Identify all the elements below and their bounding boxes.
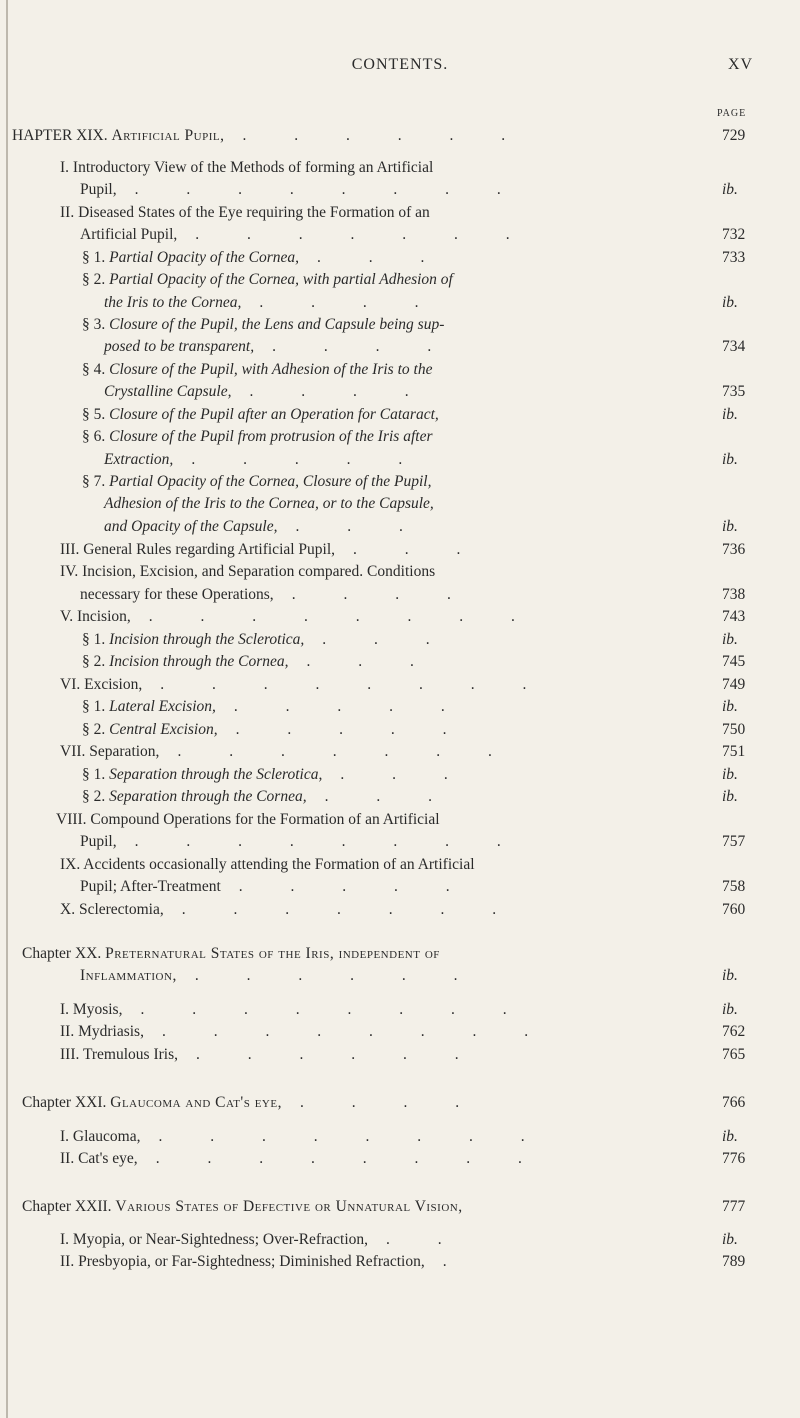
toc-entry	[60, 1045, 481, 1065]
toc-entry-title: Preternatural States of the Iris, independent of	[105, 945, 440, 962]
toc-page-number: 757	[722, 833, 746, 850]
toc-entry-text: Artificial Pupil,	[80, 226, 178, 243]
toc-leader-dots: . . . .	[249, 383, 431, 400]
toc-entry	[60, 562, 435, 582]
toc-entry-text: Pupil; After-Treatment	[80, 878, 221, 895]
toc-entry-title: Incision through the Cornea,	[109, 653, 289, 670]
toc-entry-text: VII. Separation,	[60, 743, 160, 760]
page-title: CONTENTS.	[351, 56, 449, 73]
toc-entry	[82, 315, 444, 335]
toc-entry	[82, 787, 454, 807]
toc-entry	[82, 720, 469, 740]
toc-entry-text: § 6.	[82, 428, 110, 445]
toc-entry-title: Lateral Excision,	[109, 698, 216, 715]
toc-entry-text: I. Myopia, or Near-Sightedness; Over-Refraction,	[60, 1231, 368, 1248]
toc-entry	[22, 1093, 481, 1113]
toc-leader-dots: . . . . . . .	[195, 226, 532, 243]
toc-page-number: ib.	[722, 1001, 738, 1018]
toc-entry	[56, 810, 440, 830]
toc-page-number: 734	[722, 338, 746, 355]
toc-entry-text: II. Presbyopia, or Far-Sightedness; Diminished Refraction,	[60, 1253, 425, 1270]
toc-entry-title: Closure of the Pupil, the Lens and Capsule being sup-	[109, 316, 445, 333]
toc-entry-title: Closure of the Pupil, with Adhesion of the Iris to the	[109, 361, 433, 378]
page-column-label: PAGE	[717, 108, 747, 119]
toc-entry-text: III. Tremulous Iris,	[60, 1046, 178, 1063]
toc-entry-text: § 4.	[82, 361, 110, 378]
toc-entry-text: Extraction,	[104, 451, 174, 468]
toc-entry	[80, 180, 523, 200]
toc-entry-text: § 5.	[82, 406, 110, 423]
toc-entry-text: III. General Rules regarding Artificial Pupil,	[60, 541, 336, 558]
toc-entry-text: Chapter XXI.	[22, 1094, 111, 1111]
toc-entry-title: Separation through the Cornea,	[109, 788, 307, 805]
toc-entry	[60, 1127, 547, 1147]
toc-leader-dots: . . . . . .	[242, 127, 528, 144]
toc-leader-dots: . . . . . . . .	[140, 1001, 529, 1018]
toc-leader-dots: . . .	[306, 653, 436, 670]
toc-entry	[104, 382, 431, 402]
toc-entry	[60, 158, 433, 178]
toc-page-number: ib.	[722, 451, 738, 468]
toc-entry-text: § 2.	[82, 788, 110, 805]
toc-entry	[22, 1197, 463, 1217]
toc-leader-dots: . . .	[322, 631, 452, 648]
page-roman-number: XV	[728, 56, 754, 73]
toc-page-number: 738	[722, 586, 746, 603]
toc-entry-title: Partial Opacity of the Cornea,	[109, 249, 299, 266]
toc-entry	[82, 630, 452, 650]
toc-entry	[80, 225, 532, 245]
toc-entry-text: Adhesion of the Iris to the Cornea, or to the Capsule,	[104, 495, 434, 512]
toc-leader-dots: . . . . . . . .	[134, 833, 523, 850]
toc-entry-text: I. Introductory View of the Methods of forming an Artificial	[60, 159, 434, 176]
toc-entry	[82, 427, 432, 447]
toc-entry	[82, 697, 467, 717]
toc-entry	[82, 360, 432, 380]
toc-entry-text: § 2.	[82, 653, 110, 670]
toc-entry-title: Glaucoma and Cat's eye,	[110, 1094, 282, 1111]
toc-entry-title: Various States of Defective or Unnatural Vision,	[115, 1198, 463, 1215]
toc-page-number: ib.	[722, 294, 738, 311]
toc-leader-dots: . . . . . . . .	[155, 1150, 544, 1167]
toc-page-number: 776	[722, 1150, 746, 1167]
toc-entry-text: § 1.	[82, 631, 110, 648]
toc-page-number: 749	[722, 676, 746, 693]
toc-entry	[60, 1252, 469, 1272]
toc-entry	[82, 405, 439, 425]
toc-page-number: 735	[722, 383, 746, 400]
toc-entry	[60, 675, 548, 695]
toc-page-number: 736	[722, 541, 746, 558]
toc-page-number: 777	[722, 1198, 746, 1215]
toc-entry-text: X. Sclerectomia,	[60, 901, 164, 918]
toc-entry	[80, 585, 473, 605]
toc-page-number: 758	[722, 878, 746, 895]
toc-leader-dots: . . . . . . .	[177, 743, 514, 760]
toc-page-number: 729	[722, 127, 746, 144]
page-edge	[6, 0, 8, 1418]
toc-entry	[60, 1230, 464, 1250]
toc-entry-text: Pupil,	[80, 181, 117, 198]
toc-leader-dots: . . . . .	[238, 878, 472, 895]
toc-page-number: ib.	[722, 967, 738, 984]
toc-entry	[12, 126, 527, 146]
toc-entry	[60, 203, 430, 223]
toc-page-number: ib.	[722, 631, 738, 648]
toc-entry	[104, 450, 424, 470]
toc-entry-title: Central Excision,	[109, 721, 218, 738]
toc-leader-dots: . . . .	[299, 1094, 482, 1111]
toc-entry-title: Incision through the Sclerotica,	[109, 631, 305, 648]
toc-page-number: 743	[722, 608, 746, 625]
toc-leader-dots: . . . . . .	[194, 967, 480, 984]
toc-leader-dots: . . . .	[259, 294, 441, 311]
toc-page-number: ib.	[722, 1231, 738, 1248]
toc-entry-text: the Iris to the Cornea,	[104, 294, 242, 311]
toc-page-number: 732	[722, 226, 746, 243]
toc-entry	[60, 540, 482, 560]
toc-entry	[104, 494, 434, 514]
toc-entry-text: I. Myosis,	[60, 1001, 123, 1018]
toc-leader-dots: . .	[386, 1231, 464, 1248]
toc-leader-dots: . . .	[324, 788, 454, 805]
toc-leader-dots: . . . . .	[235, 721, 469, 738]
toc-entry-text: § 2.	[82, 271, 110, 288]
toc-page-number: ib.	[722, 788, 738, 805]
toc-entry	[60, 607, 537, 627]
toc-page-number: 765	[722, 1046, 746, 1063]
toc-entry	[104, 337, 453, 357]
toc-entry-text: § 3.	[82, 316, 110, 333]
toc-entry-text: II. Cat's eye,	[60, 1150, 138, 1167]
toc-entry-title: Closure of the Pupil after an Operation for Cataract,	[109, 406, 439, 423]
toc-entry-text: necessary for these Operations,	[80, 586, 274, 603]
toc-page-number: 762	[722, 1023, 746, 1040]
toc-leader-dots: . . . . . . . .	[134, 181, 523, 198]
toc-entry-text: VIII. Compound Operations for the Formation of an Artificial	[56, 811, 440, 828]
toc-leader-dots: . . . . . . . .	[158, 1128, 547, 1145]
toc-leader-dots: . . . . . . .	[181, 901, 519, 918]
toc-entry-title: Closure of the Pupil from protrusion of the Iris after	[109, 428, 433, 445]
toc-entry-text: IX. Accidents occasionally attending the Formation of an Artificial	[60, 856, 475, 873]
toc-entry	[60, 900, 518, 920]
toc-entry	[60, 1149, 544, 1169]
toc-entry-text: VI. Excision,	[60, 676, 143, 693]
toc-page-number: ib.	[722, 518, 738, 535]
toc-entry	[82, 248, 446, 268]
toc-page-number: ib.	[722, 406, 738, 423]
toc-entry-text: § 2.	[82, 721, 110, 738]
toc-page-number: ib.	[722, 698, 738, 715]
toc-page-number: 751	[722, 743, 746, 760]
toc-leader-dots: . . .	[340, 766, 470, 783]
toc-leader-dots: . . . . .	[191, 451, 425, 468]
toc-page-number: 766	[722, 1094, 746, 1111]
toc-page-number: 760	[722, 901, 746, 918]
toc-page-number: ib.	[722, 766, 738, 783]
toc-entry-text: § 7.	[82, 473, 110, 490]
toc-page-number: 750	[722, 721, 746, 738]
toc-entry-text: § 1.	[82, 698, 110, 715]
toc-entry	[104, 293, 440, 313]
toc-entry-title: Artificial Pupil,	[111, 127, 225, 144]
toc-entry-title: Separation through the Sclerotica,	[109, 766, 323, 783]
toc-leader-dots: . . .	[353, 541, 483, 558]
toc-leader-dots: . . . .	[291, 586, 473, 603]
toc-entry-text: posed to be transparent,	[104, 338, 255, 355]
toc-entry-text: Chapter XXII.	[22, 1198, 116, 1215]
toc-entry-text: § 1.	[82, 766, 110, 783]
toc-entry-text: Pupil,	[80, 833, 117, 850]
toc-leader-dots: . . .	[295, 518, 425, 535]
toc-entry	[22, 944, 440, 964]
toc-entry	[60, 855, 475, 875]
toc-entry	[80, 877, 472, 897]
toc-entry	[60, 1000, 529, 1020]
toc-entry	[82, 652, 436, 672]
toc-entry-title: Partial Opacity of the Cornea, with partial Adhesion of	[109, 271, 453, 288]
toc-entry	[80, 832, 523, 852]
toc-page-number: 733	[722, 249, 746, 266]
toc-entry-text: I. Glaucoma,	[60, 1128, 141, 1145]
toc-entry-text: Chapter XX.	[22, 945, 106, 962]
toc-entry-text: Inflammation,	[80, 967, 177, 984]
toc-leader-dots: . . . . . .	[195, 1046, 481, 1063]
toc-leader-dots: . . .	[316, 249, 447, 266]
toc-entry-text: II. Mydriasis,	[60, 1023, 144, 1040]
toc-entry-text: V. Incision,	[60, 608, 131, 625]
toc-entry-text: HAPTER XIX.	[12, 127, 112, 144]
toc-page-number: 745	[722, 653, 746, 670]
toc-page-number: ib.	[722, 1128, 738, 1145]
toc-entry-title: Partial Opacity of the Cornea, Closure of the Pupil,	[109, 473, 432, 490]
toc-entry-text: and Opacity of the Capsule,	[104, 518, 278, 535]
toc-entry	[80, 966, 479, 986]
toc-entry-text: II. Diseased States of the Eye requiring the Formation of an	[60, 204, 430, 221]
toc-page-number: 789	[722, 1253, 746, 1270]
toc-entry-text: Crystalline Capsule,	[104, 383, 232, 400]
toc-entry	[104, 517, 425, 537]
toc-entry	[60, 742, 514, 762]
toc-entry	[60, 1022, 550, 1042]
toc-leader-dots: . . . . . . . .	[148, 608, 537, 625]
toc-leader-dots: . . . . . . . .	[160, 676, 549, 693]
toc-leader-dots: . . . . . . . .	[161, 1023, 551, 1040]
toc-entry	[82, 270, 453, 290]
toc-leader-dots: . . . . .	[233, 698, 467, 715]
toc-entry	[82, 765, 470, 785]
toc-leader-dots: .	[442, 1253, 469, 1270]
toc-entry-text: IV. Incision, Excision, and Separation compared. Conditions	[60, 563, 436, 580]
toc-leader-dots: . . . .	[272, 338, 454, 355]
toc-entry	[82, 472, 431, 492]
toc-page-number: ib.	[722, 181, 738, 198]
toc-entry-text: § 1.	[82, 249, 110, 266]
